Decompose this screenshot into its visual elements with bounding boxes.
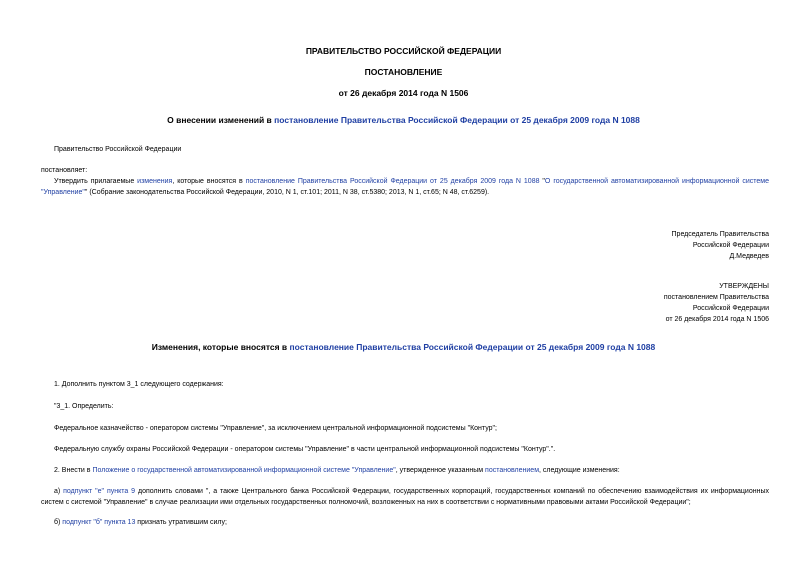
title-link[interactable]: постановление Правительства Российской Федерации от 25 декабря 2009 года N 1088 bbox=[274, 115, 640, 125]
regulation-link[interactable]: Положение о государственной автоматизированной информационной системе "Управление" bbox=[92, 467, 396, 474]
document-type: ПОСТАНОВЛЕНИЕ bbox=[364, 67, 443, 77]
change-item-2-b: б) подпункт "б" пункта 13 признать утратившим силу; bbox=[54, 519, 227, 526]
change-item-1-b: Федеральную службу охраны Российской Федерации - оператором системы "Управление" в части центральной информационной подсистемы "Контур".". bbox=[54, 446, 556, 453]
change-item-2-a: а) подпункт "е" пункта 9 дополнить словами ", а также Центрального банка Российской Федерации, государственных корпораций, государственных компаний по обеспечению взаимодействия их информационных систем с системой "Управление" в случае реализации ими отдельных государственных полномочий, возложенных на них в соответствии с нормативными правовыми актами Российской Федерации"; bbox=[41, 488, 769, 506]
changes-title-link[interactable]: постановление Правительства Российской Федерации от 25 декабря 2009 года N 1088 bbox=[289, 342, 656, 352]
changes-title bbox=[0, 342, 807, 352]
government-heading: ПРАВИТЕЛЬСТВО РОССИЙСКОЙ ФЕДЕРАЦИИ bbox=[305, 46, 502, 56]
document-title bbox=[0, 115, 807, 125]
approved-block bbox=[664, 281, 769, 325]
signature-country: Российской Федерации bbox=[692, 242, 769, 249]
resolution-link-2[interactable]: постановлением bbox=[485, 467, 540, 474]
decree-paragraph: Утвердить прилагаемые изменения, которые вносятся в постановление Правительства Российской Федерации от 25 декабря 2009 года N 1088 "О государственной автоматизированной информационной системе "Управление"" (Собрание законодательства Российской Федерации, 2010, N 1, ст.101; 2011, N 38, ст.5380; 2013, N 1, ст.65; N 48, ст.6259). bbox=[41, 178, 769, 196]
change-item-1-a: Федеральное казначейство - оператором системы "Управление", за исключением центральной информационной подсистемы "Контур"; bbox=[54, 425, 497, 432]
change-item-1-quote: "3_1. Определить: bbox=[54, 403, 114, 410]
subpoint-e-link[interactable]: подпункт "е" пункта 9 bbox=[63, 488, 136, 495]
government-line: Правительство Российской Федерации bbox=[54, 146, 182, 153]
system-name-link[interactable]: О государственной автоматизированной информационной системе "Управление" bbox=[41, 178, 769, 196]
decree-word: постановляет: bbox=[41, 167, 88, 174]
signature-name: Д.Медведев bbox=[729, 253, 769, 260]
document-date: от 26 декабря 2014 года N 1506 bbox=[338, 88, 469, 98]
subpoint-b-link[interactable]: подпункт "б" пункта 13 bbox=[62, 519, 136, 526]
signature-position: Председатель Правительства bbox=[671, 231, 769, 238]
resolution-link[interactable]: постановление Правительства Российской Федерации от 25 декабря 2009 года N 1088 bbox=[245, 178, 540, 185]
approved-country: Российской Федерации bbox=[692, 305, 769, 312]
approved-by: постановлением Правительства bbox=[663, 294, 769, 301]
approved-date: от 26 декабря 2014 года N 1506 bbox=[665, 316, 769, 323]
title-prefix: О внесении изменений в bbox=[167, 115, 275, 125]
change-item-1: 1. Дополнить пунктом 3_1 следующего содержания: bbox=[54, 381, 224, 388]
signature-block bbox=[672, 229, 769, 262]
changes-link[interactable]: изменения bbox=[137, 178, 173, 185]
changes-title-prefix: Изменения, которые вносятся в bbox=[151, 342, 290, 352]
change-item-2: 2. Внести в Положение о государственной автоматизированной информационной системе "Управление", утвержденное указанным постановлением, следующие изменения: bbox=[54, 467, 620, 474]
approved-label: УТВЕРЖДЕНЫ bbox=[719, 283, 769, 290]
